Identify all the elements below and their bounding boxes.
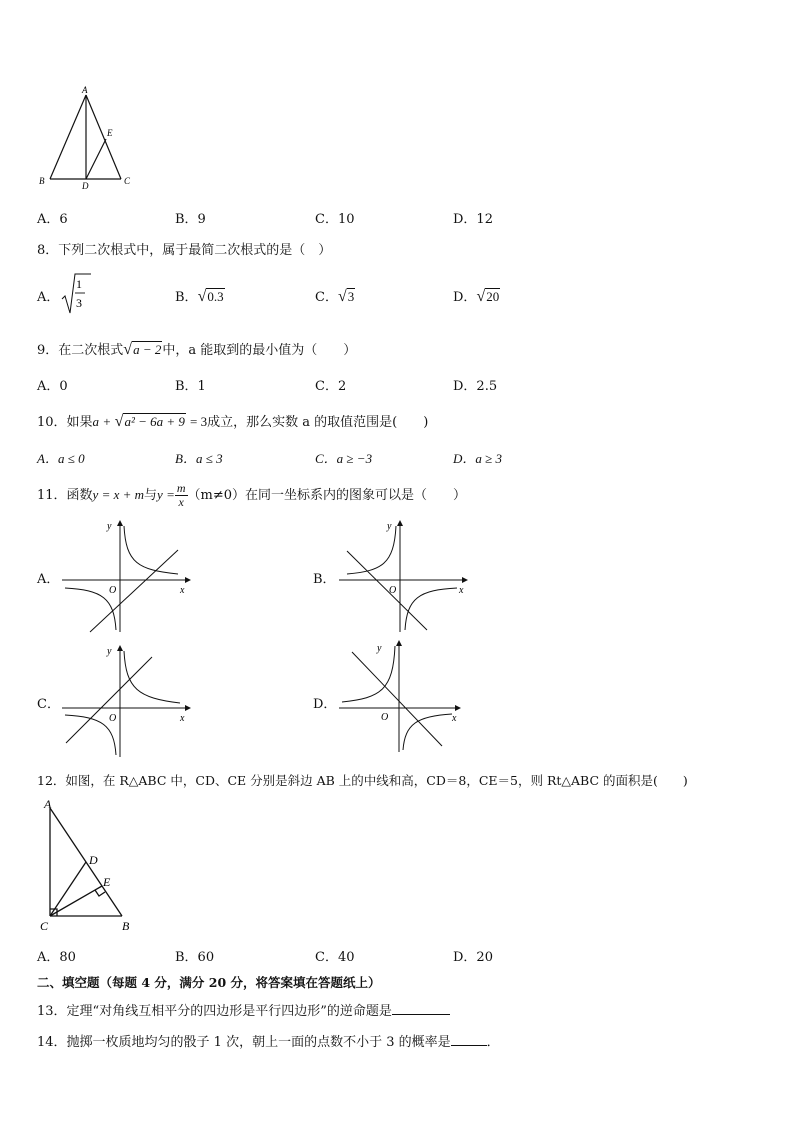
q9-stem-pre: 9．在二次根式	[37, 343, 124, 358]
q12-label-b: B	[122, 919, 130, 933]
q7-triangle-figure	[36, 84, 136, 190]
q10-expr-a: a	[92, 414, 100, 429]
q11-f2-lhs: y =	[157, 487, 175, 502]
q10-option-b[interactable]: B．a ≤ 3	[175, 451, 223, 466]
q8-option-b-label: B．	[175, 290, 198, 305]
q12-triangle-figure	[36, 796, 146, 936]
q8-option-c-label: C．	[315, 290, 338, 305]
q8-option-d[interactable]	[453, 286, 500, 306]
q10-radical: √	[114, 413, 124, 430]
q13-stem: 13．定理“对角线互相平分的四边形是平行四边形”的逆命题是	[37, 1004, 392, 1019]
q9-stem	[37, 339, 356, 359]
q8-c-radical: √	[337, 288, 347, 305]
q14-stem: 14．抛掷一枚质地均匀的骰子 1 次，朝上一面的点数不小于 3 的概率是	[37, 1035, 451, 1050]
q7-option-b[interactable]: B．9	[175, 212, 206, 227]
q7-label-e: E	[107, 128, 113, 138]
q8-b-radicand: 0.3	[207, 289, 224, 304]
q10-radicand: a² − 6a + 9	[124, 414, 185, 429]
q11-option-d-label[interactable]: D．	[313, 697, 337, 712]
q8-option-a-label: A．	[37, 290, 60, 305]
q10-stem-post: 成立，那么实数 a 的取值范围是( )	[207, 415, 429, 430]
q8-option-a[interactable]	[37, 286, 59, 305]
q13-line	[37, 1000, 450, 1019]
q14-line	[37, 1031, 500, 1050]
q11-stem	[37, 482, 466, 509]
q9-option-a[interactable]: A．0	[37, 379, 68, 394]
q11-a-y: y	[107, 521, 112, 532]
q10-expr-eq: = 3	[190, 414, 208, 429]
q11-option-b-label[interactable]: B．	[313, 572, 336, 587]
q10-option-d[interactable]: D．a ≥ 3	[453, 451, 503, 466]
q13-answer-blank[interactable]	[392, 1014, 450, 1015]
q11-stem-post: 在同一坐标系内的图象可以是（ ）	[245, 488, 467, 503]
q8-stem: 8．下列二次根式中，属于最简二次根式的是（ ）	[37, 243, 332, 258]
q9-radicand: a − 2	[133, 342, 162, 357]
q12-label-e: E	[103, 875, 111, 889]
q11-graph-a[interactable]	[60, 518, 195, 634]
q12-option-d[interactable]: D．20	[453, 950, 493, 965]
q8-option-b[interactable]	[175, 286, 225, 306]
q11-d-y: y	[377, 643, 382, 654]
q8-option-c[interactable]	[315, 286, 355, 306]
q12-stem: 12．如图，在 R△ABC 中，CD、CE 分别是斜边 AB 上的中线和高，CD＝8，CE＝5，则 Rt△ABC 的面积是( )	[37, 773, 688, 788]
q8-option-d-label: D．	[453, 290, 477, 305]
q11-graph-c[interactable]	[60, 643, 195, 759]
q12-label-a: A	[44, 797, 52, 811]
q9-stem-post: 中，a 能取到的最小值为（ ）	[162, 343, 357, 358]
q8-c-radicand: 3	[347, 289, 355, 304]
q8-option-a-math	[60, 271, 92, 317]
q11-graph-d[interactable]	[337, 638, 472, 754]
q11-c-y: y	[107, 646, 112, 657]
q7-option-d[interactable]: D．12	[453, 212, 493, 227]
q14-stem-end: ．	[486, 1035, 500, 1050]
q9-radical: √	[123, 341, 133, 358]
q9-option-b[interactable]: B．1	[175, 379, 206, 394]
q11-c-x: x	[180, 713, 185, 724]
q7-label-d: D	[82, 181, 89, 190]
q11-b-x: x	[459, 585, 464, 596]
q10-option-c[interactable]: C．a ≥ −3	[315, 451, 373, 466]
q11-cond: （m≠0）	[187, 488, 246, 503]
q10-stem-pre: 10．如果	[37, 415, 93, 430]
q10-stem	[37, 411, 428, 431]
q7-option-c[interactable]: C．10	[315, 212, 355, 227]
q12-option-c[interactable]: C．40	[315, 950, 355, 965]
q11-option-c-label[interactable]: C．	[37, 697, 60, 712]
q11-mid: 与	[144, 488, 158, 503]
q7-option-a[interactable]: A．6	[37, 212, 68, 227]
q11-f2-num: m	[176, 481, 186, 495]
q11-f1: y = x + m	[92, 487, 145, 502]
q8-d-radical: √	[476, 288, 486, 305]
q9-option-d[interactable]: D．2.5	[453, 379, 498, 394]
q8-d-radicand: 20	[486, 289, 500, 304]
q11-c-origin: O	[109, 713, 117, 724]
q11-graph-b[interactable]	[337, 518, 472, 634]
q9-option-c[interactable]: C．2	[315, 379, 347, 394]
q10-expr-plus: +	[103, 414, 111, 429]
q8-b-radical: √	[197, 288, 207, 305]
q12-option-b[interactable]: B．60	[175, 950, 215, 965]
q7-label-a: A	[82, 85, 88, 95]
q12-option-a[interactable]: A．80	[37, 950, 76, 965]
q11-f2-fraction	[175, 482, 188, 509]
q14-answer-blank[interactable]	[451, 1045, 487, 1046]
q8-a-num: 1	[76, 277, 82, 291]
q11-a-x: x	[180, 585, 185, 596]
q12-label-c: C	[40, 919, 49, 933]
q7-label-c: C	[124, 176, 131, 186]
q11-option-a-label[interactable]: A．	[37, 572, 60, 587]
q10-option-a[interactable]: A．a ≤ 0	[37, 451, 85, 466]
section-fill-in-heading: 二、填空题（每题 4 分，满分 20 分，将答案填在答题纸上）	[37, 975, 381, 990]
q8-a-den: 3	[76, 296, 82, 310]
q11-a-origin: O	[109, 585, 117, 596]
q11-b-origin: O	[389, 585, 397, 596]
q11-stem-pre: 11．函数	[37, 488, 93, 503]
q11-f2-den: x	[178, 495, 184, 509]
q11-d-origin: O	[381, 712, 389, 723]
q7-label-b: B	[39, 176, 45, 186]
q11-d-x: x	[452, 713, 457, 724]
q11-b-y: y	[387, 521, 392, 532]
q12-label-d: D	[89, 853, 98, 867]
